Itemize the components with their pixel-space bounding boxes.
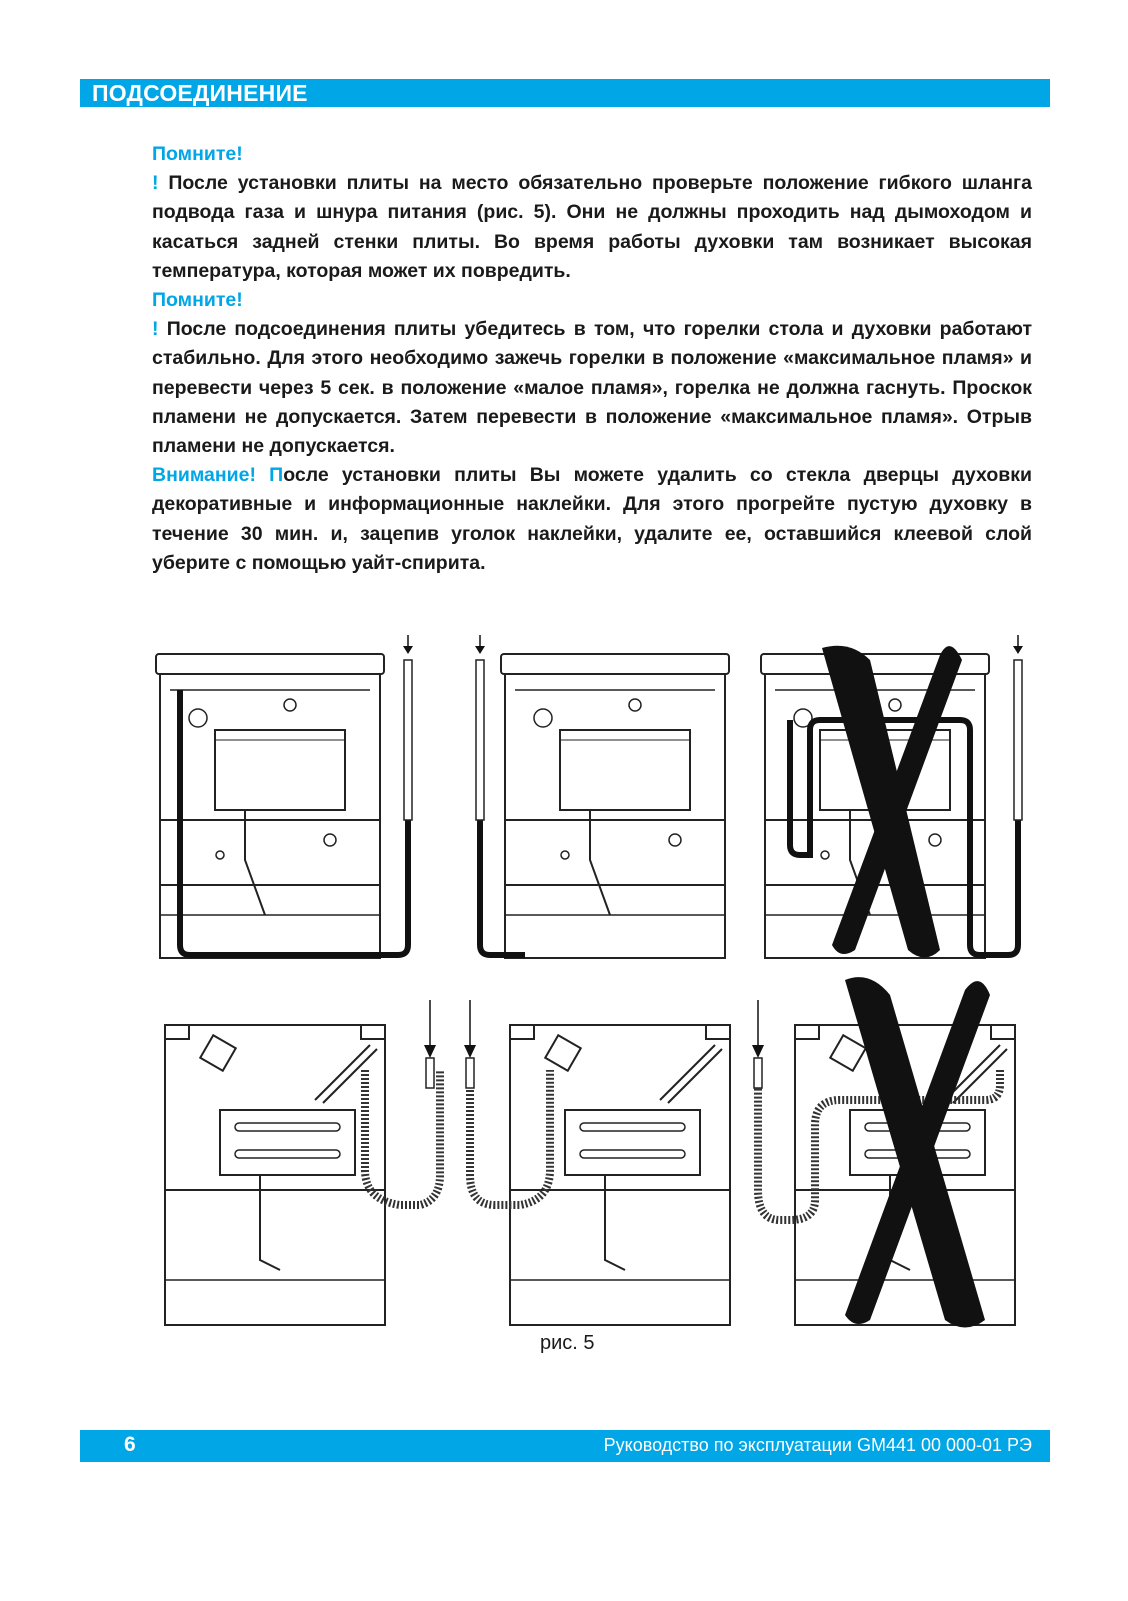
- note-1-text: После установки плиты на место обязательно проверьте положение гибкого шланга подвода газа и шнура питания (рис. 5). Они не должны проходить над дымоходом и касаться задней стенки плиты. Во время работы духовки там возникает высокая температура, которая может их повредить.: [152, 172, 1032, 282]
- instructions-text: [152, 140, 1032, 578]
- attention-label: Внимание! П: [152, 464, 284, 487]
- footer-document-title: Руководство по эксплуатации GM441 00 000-01 РЭ: [603, 1435, 1032, 1455]
- note-1-mark: !: [152, 172, 159, 195]
- figure-caption: рис. 5: [540, 1332, 595, 1354]
- note-2-mark: !: [152, 318, 159, 341]
- note-1-label: Помните!: [152, 143, 243, 165]
- note-2-text: После подсоединения плиты убедитесь в том, что горелки стола и духовки работают стабильно. Для этого необходимо зажечь горелки в положение «максимальное пламя» и перевести через 5 сек. в положение «малое пламя», горелка не должна гаснуть. Проскок пламени не допускается. Затем перевести в положение «максимальное пламя». Отрыв пламени не допускается.: [152, 318, 1032, 458]
- figure-5-illustrations: [150, 630, 1050, 1340]
- section-header-bar: [80, 79, 1050, 107]
- note-2-label: Помните!: [152, 289, 243, 312]
- section-title: ПОДСОЕДИНЕНИЕ: [92, 80, 308, 106]
- attention-note: [152, 461, 1032, 578]
- note-2: [152, 315, 1032, 461]
- attention-text: осле установки плиты Вы можете удалить со стекла дверцы духовки декоративные и информационные наклейки. Для этого прогрейте пустую духовку в течение 30 мин. и, зацепив уголок наклейки, удалите ее, оставшийся клеевой слой уберите с помощью уайт-спирита.: [152, 464, 1033, 574]
- page-number: 6: [124, 1433, 136, 1456]
- note-1: [152, 169, 1032, 286]
- footer-bar: [80, 1430, 1050, 1462]
